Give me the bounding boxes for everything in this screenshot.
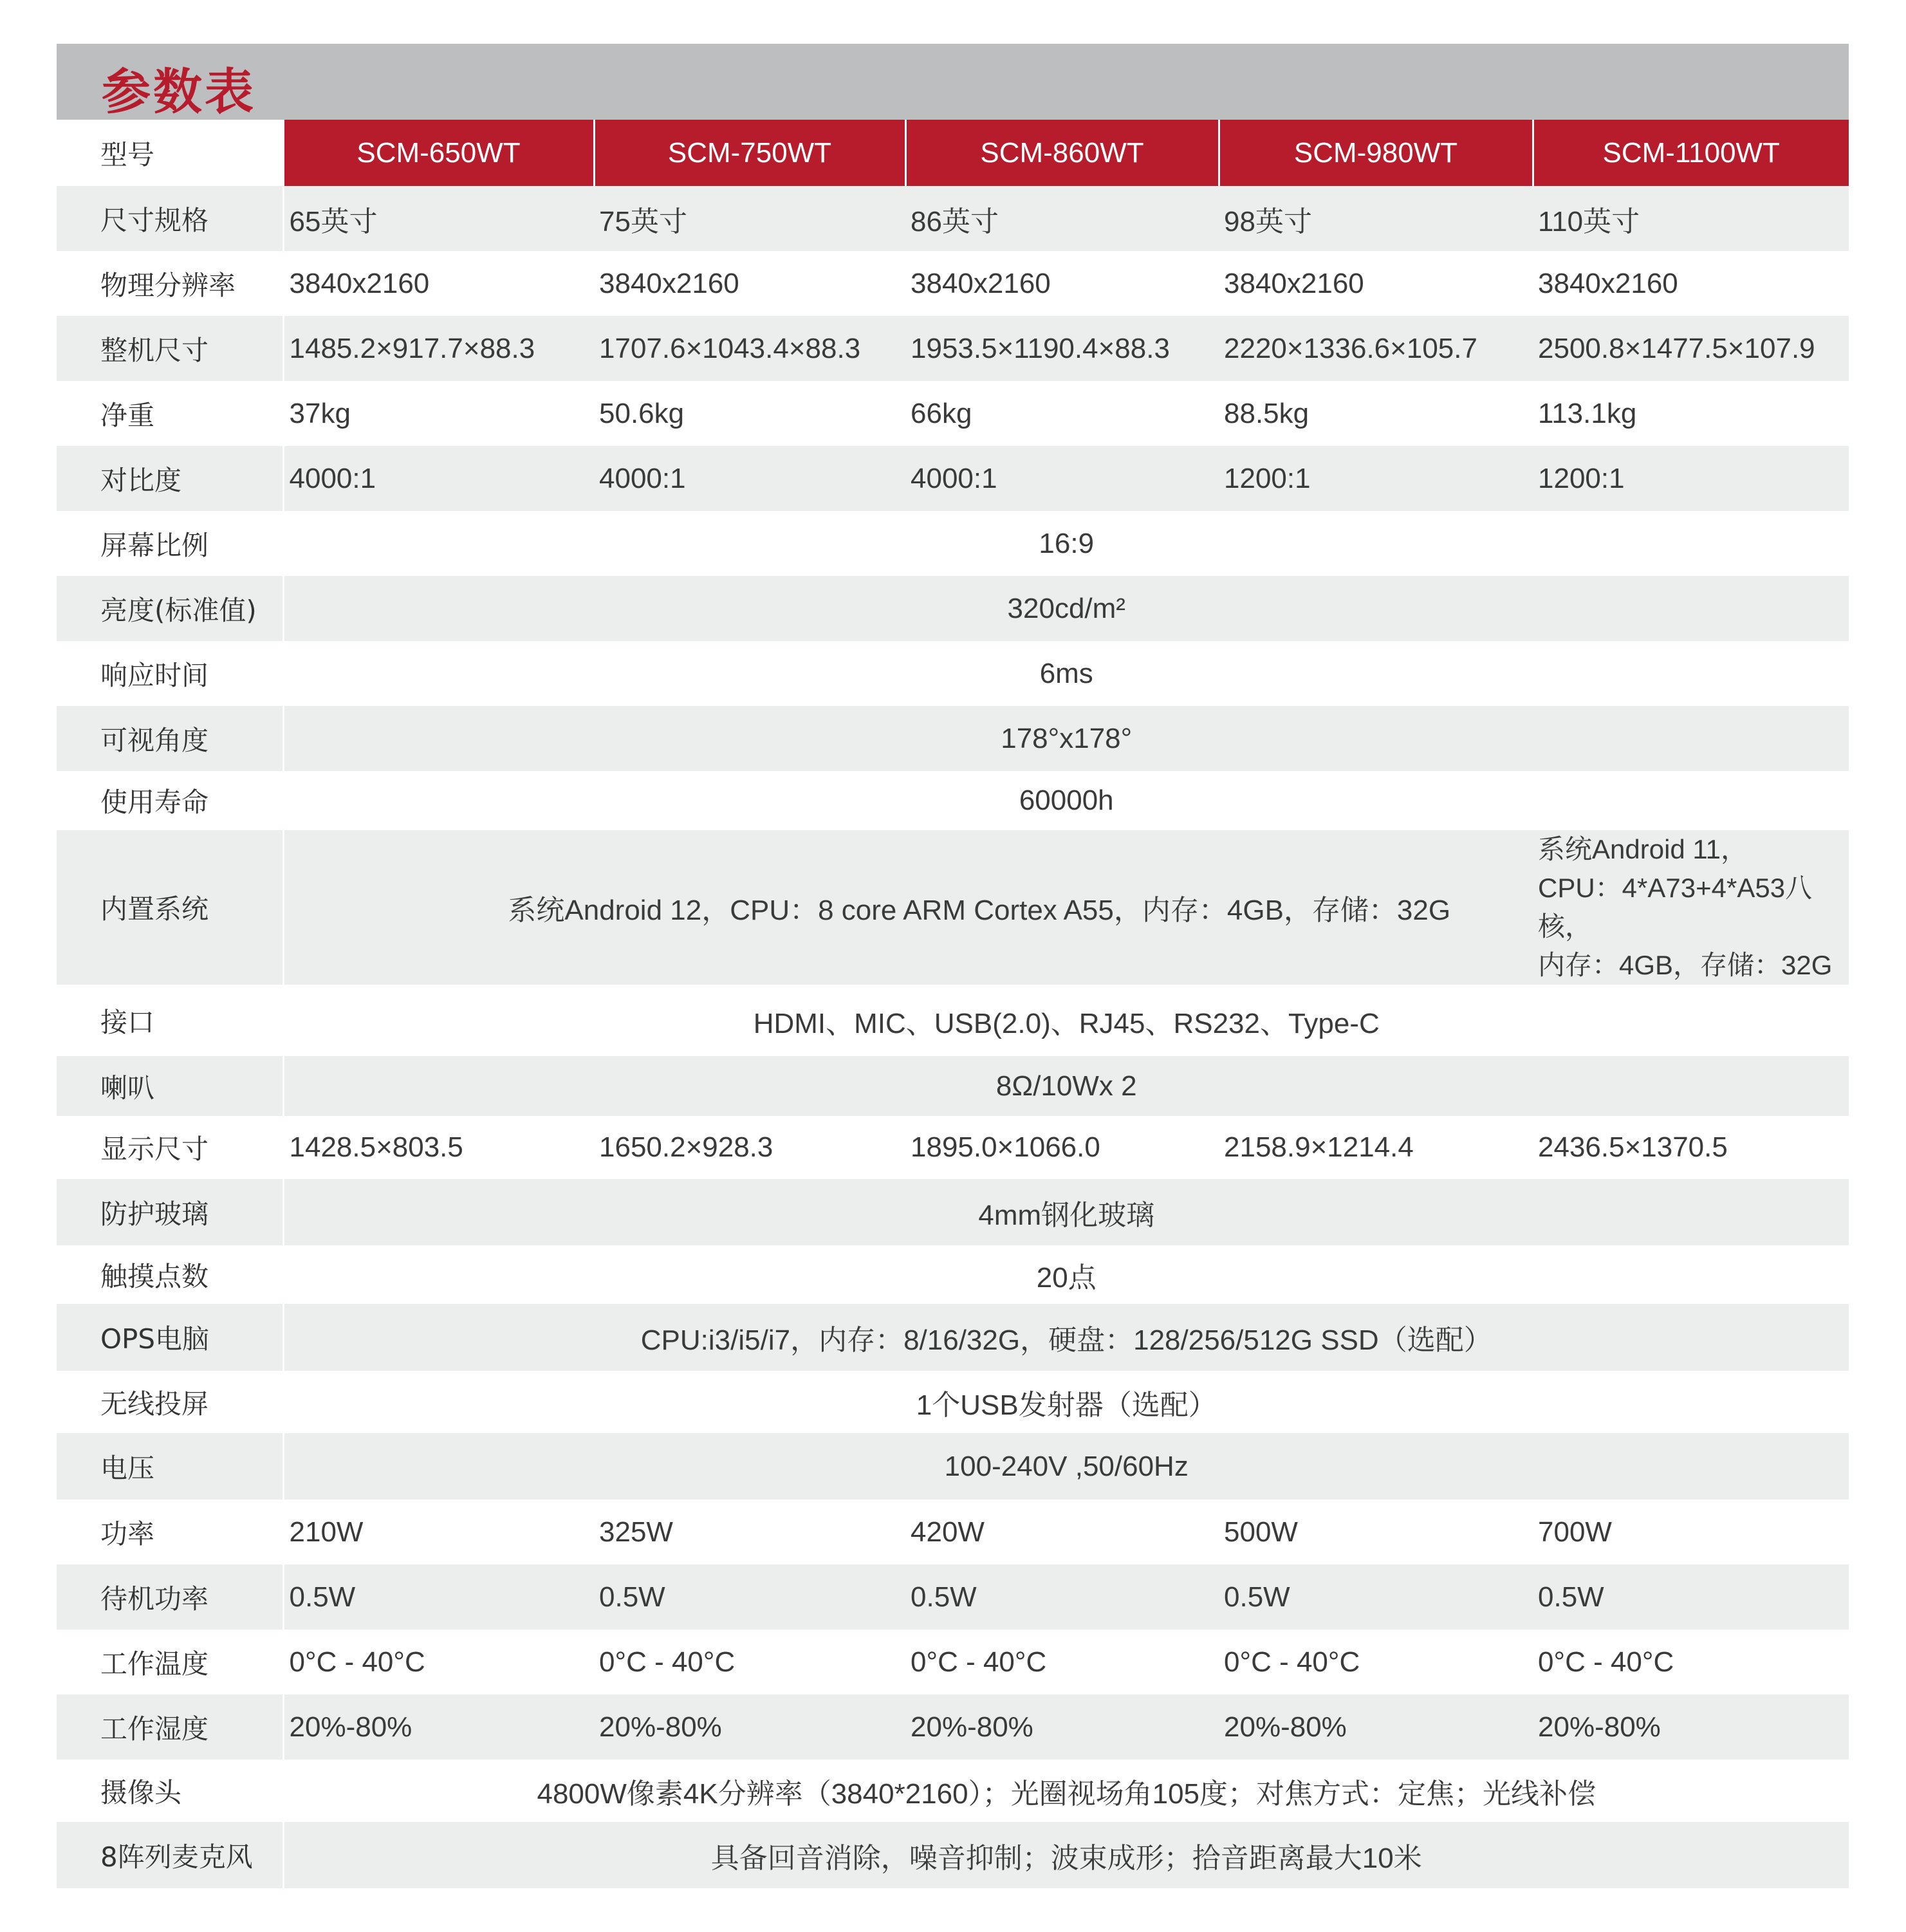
cell-value: 4000:1 [905,446,1219,511]
cell-value: 110英寸 [1533,186,1849,251]
row-label: 接口 [57,985,283,1056]
merged-value: 系统Android 12，CPU：8 core ARM Cortex A55，内存：4GB，存储：32G [283,830,1533,985]
cell-value: 0.5W [905,1565,1219,1630]
row-label: 使用寿命 [57,771,283,830]
table-row [57,1565,1849,1630]
table-row [57,446,1849,511]
table-row [57,381,1849,446]
cell-value: 37kg [283,381,594,446]
cell-value: 3840x2160 [1219,251,1533,316]
row-label: 摄像头 [57,1760,283,1822]
row-label: 防护玻璃 [57,1179,283,1245]
merged-value: 320cd/m² [283,576,1849,641]
row-label: 喇叭 [57,1056,283,1116]
row-label: 尺寸规格 [57,186,283,251]
cell-value: 20%-80% [905,1695,1219,1760]
cell-value: 0°C - 40°C [1533,1630,1849,1695]
merged-value: 8Ω/10Wx 2 [283,1056,1849,1116]
table-row [57,1630,1849,1695]
table-row [57,1179,1849,1245]
merged-value: 178°x178° [283,706,1849,771]
spec-sheet [57,44,1849,1888]
merged-value: 100-240V ,50/60Hz [283,1433,1849,1500]
cell-value: 0.5W [1533,1565,1849,1630]
table-row [57,1304,1849,1371]
cell-value: 50.6kg [594,381,905,446]
merged-value: 20点 [283,1245,1849,1304]
cell-value: 98英寸 [1219,186,1533,251]
model-header: SCM-1100WT [1533,120,1849,186]
cell-value: 4000:1 [594,446,905,511]
row-label: 型号 [57,120,283,186]
table-row [57,511,1849,576]
cell-value: 66kg [905,381,1219,446]
cell-value: 0°C - 40°C [1219,1630,1533,1695]
spec-table [57,120,1849,1888]
cell-value: 325W [594,1500,905,1565]
row-label: 待机功率 [57,1565,283,1630]
table-row [57,1371,1849,1433]
cell-value: 700W [1533,1500,1849,1565]
table-row [57,1245,1849,1304]
cell-value: 0°C - 40°C [905,1630,1219,1695]
merged-value: HDMI、MIC、USB(2.0)、RJ45、RS232、Type-C [283,985,1849,1056]
page-title: 参数表 [102,63,256,120]
table-row [57,1500,1849,1565]
cell-value: 3840x2160 [283,251,594,316]
cell-value: 1200:1 [1533,446,1849,511]
row-label: 响应时间 [57,641,283,706]
cell-value: 1707.6×1043.4×88.3 [594,316,905,381]
cell-value: 1428.5×803.5 [283,1116,594,1179]
title-bar [57,44,1849,120]
cell-value: 20%-80% [1533,1695,1849,1760]
cell-value: 1895.0×1066.0 [905,1116,1219,1179]
row-label: 无线投屏 [57,1371,283,1433]
row-label: 显示尺寸 [57,1116,283,1179]
row-label: 物理分辨率 [57,251,283,316]
row-label: 净重 [57,381,283,446]
row-label: 触摸点数 [57,1245,283,1304]
cell-value: 系统Android 11， CPU：4*A73+4*A53八核， 内存：4GB，存储：32G [1533,830,1849,985]
cell-value: 4000:1 [283,446,594,511]
table-row [57,641,1849,706]
table-row [57,1116,1849,1179]
cell-value: 86英寸 [905,186,1219,251]
table-row [57,830,1849,985]
merged-value: 16:9 [283,511,1849,576]
merged-value: 4800W像素4K分辨率（3840*2160）；光圈视场角105度；对焦方式：定焦；光线补偿 [283,1760,1849,1822]
cell-value: 500W [1219,1500,1533,1565]
cell-value: 0.5W [594,1565,905,1630]
cell-value: 88.5kg [1219,381,1533,446]
cell-value: 20%-80% [283,1695,594,1760]
table-row [57,1760,1849,1822]
cell-value: 2220×1336.6×105.7 [1219,316,1533,381]
table-row [57,985,1849,1056]
cell-value: 2436.5×1370.5 [1533,1116,1849,1179]
model-header: SCM-980WT [1219,120,1533,186]
table-row [57,1056,1849,1116]
table-row [57,1822,1849,1888]
header-row [57,120,1849,186]
cell-value: 210W [283,1500,594,1565]
cell-value: 20%-80% [1219,1695,1533,1760]
cell-value: 1200:1 [1219,446,1533,511]
merged-value: 具备回音消除，噪音抑制；波束成形；拾音距离最大10米 [283,1822,1849,1888]
table-row [57,706,1849,771]
cell-value: 420W [905,1500,1219,1565]
cell-value: 0°C - 40°C [283,1630,594,1695]
cell-value: 2158.9×1214.4 [1219,1116,1533,1179]
table-row [57,1433,1849,1500]
cell-value: 1953.5×1190.4×88.3 [905,316,1219,381]
merged-value: CPU:i3/i5/i7，内存：8/16/32G，硬盘：128/256/512G SSD（选配） [283,1304,1849,1371]
model-header: SCM-750WT [594,120,905,186]
table-row [57,771,1849,830]
cell-value: 113.1kg [1533,381,1849,446]
table-row [57,316,1849,381]
row-label: 屏幕比例 [57,511,283,576]
row-label: 功率 [57,1500,283,1565]
table-row [57,251,1849,316]
row-label: 对比度 [57,446,283,511]
row-label: 8阵列麦克风 [57,1822,283,1888]
row-label: 整机尺寸 [57,316,283,381]
row-label: 可视角度 [57,706,283,771]
model-header: SCM-860WT [905,120,1219,186]
merged-value: 1个USB发射器（选配） [283,1371,1849,1433]
cell-value: 20%-80% [594,1695,905,1760]
cell-value: 0.5W [1219,1565,1533,1630]
merged-value: 4mm钢化玻璃 [283,1179,1849,1245]
cell-value: 1650.2×928.3 [594,1116,905,1179]
row-label: OPS电脑 [57,1304,283,1371]
row-label: 内置系统 [57,830,283,985]
merged-value: 60000h [283,771,1849,830]
row-label: 电压 [57,1433,283,1500]
cell-value: 3840x2160 [594,251,905,316]
row-label: 工作温度 [57,1630,283,1695]
table-row [57,576,1849,641]
row-label: 亮度(标准值) [57,576,283,641]
cell-value: 1485.2×917.7×88.3 [283,316,594,381]
model-header: SCM-650WT [283,120,594,186]
merged-value: 6ms [283,641,1849,706]
table-row [57,186,1849,251]
cell-value: 65英寸 [283,186,594,251]
table-row [57,1695,1849,1760]
cell-value: 3840x2160 [905,251,1219,316]
cell-value: 3840x2160 [1533,251,1849,316]
cell-value: 75英寸 [594,186,905,251]
cell-value: 0.5W [283,1565,594,1630]
row-label: 工作湿度 [57,1695,283,1760]
cell-value: 2500.8×1477.5×107.9 [1533,316,1849,381]
cell-value: 0°C - 40°C [594,1630,905,1695]
